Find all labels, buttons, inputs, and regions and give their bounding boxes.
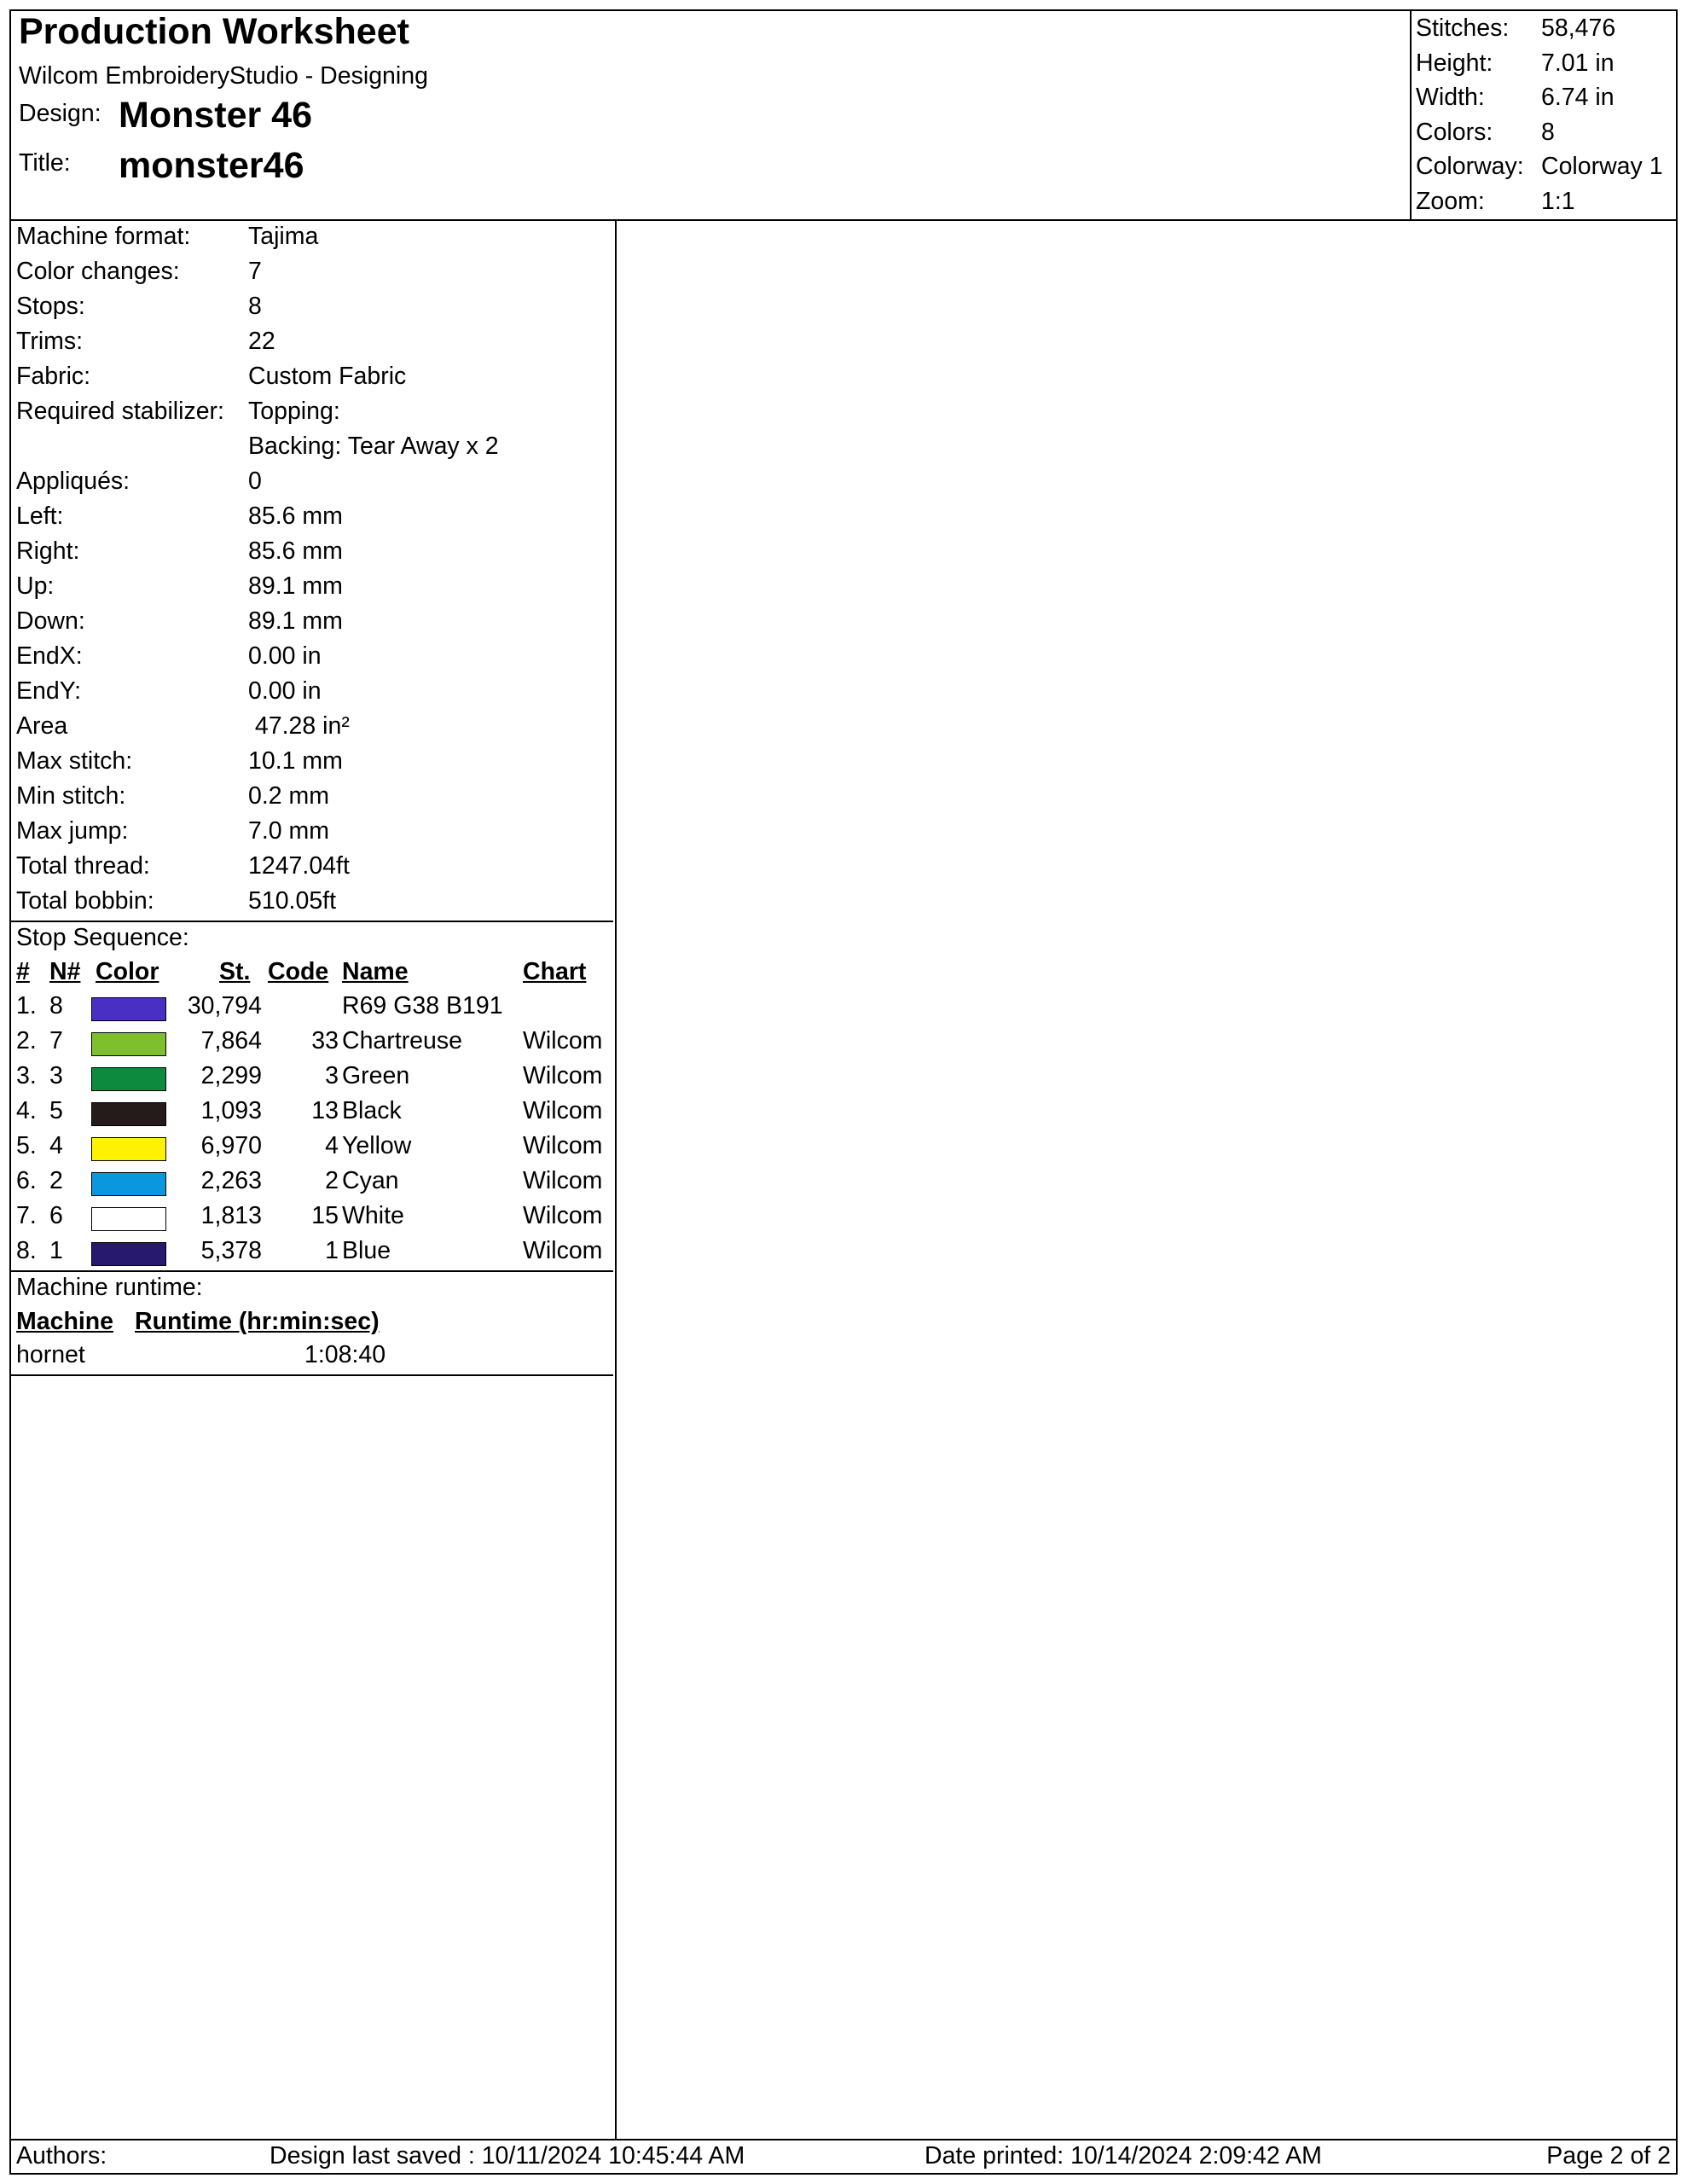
- seq-num: 4.: [16, 1097, 37, 1124]
- prop-area: Area 47.28 in²: [16, 712, 350, 740]
- seq-num: 6.: [16, 1167, 37, 1194]
- section-divider: [11, 1374, 613, 1376]
- seq-stitches: 7,864: [200, 1027, 262, 1054]
- col-header-stitches: St.: [219, 958, 251, 985]
- seq-needle: 6: [49, 1202, 63, 1229]
- seq-chart: Wilcom: [523, 1097, 603, 1124]
- footer-date-printed: Date printed: 10/14/2024 2:09:42 AM: [925, 2142, 1322, 2169]
- color-swatch: [91, 1032, 166, 1056]
- page-title: Production Worksheet: [19, 11, 409, 52]
- seq-chart: Wilcom: [523, 1237, 603, 1264]
- seq-chart: Wilcom: [523, 1132, 603, 1159]
- prop-total-bobbin: Total bobbin: 510.05ft: [16, 887, 337, 915]
- seq-name: Yellow: [342, 1132, 412, 1159]
- seq-needle: 3: [49, 1062, 63, 1089]
- prop-left: Left: 85.6 mm: [16, 502, 343, 530]
- seq-code: 2: [325, 1167, 339, 1194]
- seq-num: 7.: [16, 1202, 37, 1229]
- prop-trims: Trims: 22: [16, 328, 275, 355]
- seq-name: Green: [342, 1062, 410, 1089]
- design-label: Design:: [19, 100, 101, 127]
- seq-name: Black: [342, 1097, 402, 1124]
- color-swatch: [91, 1172, 166, 1196]
- prop-fabric: Fabric: Custom Fabric: [16, 363, 407, 390]
- seq-num: 2.: [16, 1027, 37, 1054]
- col-header-name: Name: [342, 958, 409, 985]
- runtime-value: 1:08:40: [304, 1341, 386, 1368]
- color-swatch: [91, 1242, 166, 1266]
- prop-machine-format: Machine format: Tajima: [16, 223, 319, 250]
- design-value: Monster 46: [119, 95, 313, 136]
- prop-right: Right: 85.6 mm: [16, 537, 343, 565]
- seq-code: 3: [325, 1062, 339, 1089]
- footer-authors: Authors:: [16, 2142, 107, 2169]
- prop-min-stitch: Min stitch: 0.2 mm: [16, 782, 330, 810]
- prop-required-stabilizer-backing: Backing: Tear Away x 2: [248, 433, 499, 460]
- color-swatch: [91, 1207, 166, 1231]
- color-swatch: [91, 997, 166, 1021]
- col-header-chart: Chart: [523, 958, 587, 985]
- app-name: Wilcom EmbroideryStudio - Designing: [19, 62, 428, 90]
- prop-max-stitch: Max stitch: 10.1 mm: [16, 747, 343, 775]
- prop-endy: EndY: 0.00 in: [16, 677, 322, 705]
- seq-chart: Wilcom: [523, 1027, 603, 1054]
- seq-num: 3.: [16, 1062, 37, 1089]
- runtime-machine: hornet: [16, 1341, 85, 1368]
- worksheet-header: [11, 11, 1676, 221]
- prop-up: Up: 89.1 mm: [16, 572, 343, 600]
- seq-num: 1.: [16, 992, 37, 1019]
- seq-stitches: 2,299: [200, 1062, 262, 1089]
- seq-code: 13: [311, 1097, 339, 1124]
- section-divider: [11, 1270, 613, 1272]
- seq-stitches: 1,813: [200, 1202, 262, 1229]
- seq-name: Cyan: [342, 1167, 399, 1194]
- seq-num: 5.: [16, 1132, 37, 1159]
- seq-needle: 8: [49, 992, 63, 1019]
- prop-appliques: Appliqués: 0: [16, 468, 262, 495]
- worksheet-page: [9, 9, 1678, 2175]
- seq-chart: Wilcom: [523, 1167, 603, 1194]
- section-divider: [11, 921, 613, 922]
- prop-down: Down: 89.1 mm: [16, 607, 343, 635]
- color-swatch: [91, 1067, 166, 1091]
- seq-chart: Wilcom: [523, 1062, 603, 1089]
- col-header-color: Color: [96, 958, 159, 985]
- seq-name: Blue: [342, 1237, 391, 1264]
- seq-stitches: 30,794: [187, 992, 262, 1019]
- footer-page-number: Page 2 of 2: [1546, 2142, 1671, 2169]
- seq-name: R69 G38 B191: [342, 992, 503, 1019]
- seq-needle: 5: [49, 1097, 63, 1124]
- col-header-code: Code: [268, 958, 329, 985]
- prop-required-stabilizer: Required stabilizer: Topping:: [16, 398, 340, 425]
- footer-last-saved: Design last saved : 10/11/2024 10:45:44 AM: [270, 2142, 745, 2169]
- col-header-runtime: Runtime (hr:min:sec): [135, 1308, 380, 1335]
- prop-max-jump: Max jump: 7.0 mm: [16, 817, 330, 845]
- prop-total-thread: Total thread: 1247.04ft: [16, 852, 350, 880]
- seq-stitches: 2,263: [200, 1167, 262, 1194]
- color-swatch: [91, 1102, 166, 1126]
- seq-name: Chartreuse: [342, 1027, 462, 1054]
- seq-code: 33: [311, 1027, 339, 1054]
- col-header-needle: N#: [49, 958, 81, 985]
- design-stats-panel: Stitches: 58,476 Height: 7.01 in Width: 6.74 in Colors: 8 Colorway: Colorway 1 Zoom: 1:1: [1410, 11, 1678, 219]
- prop-endx: EndX: 0.00 in: [16, 642, 322, 670]
- prop-stops: Stops: 8: [16, 293, 262, 320]
- seq-code: 4: [325, 1132, 339, 1159]
- seq-needle: 1: [49, 1237, 63, 1264]
- seq-chart: Wilcom: [523, 1202, 603, 1229]
- col-header-machine: Machine: [16, 1308, 114, 1335]
- machine-runtime-title: Machine runtime:: [16, 1274, 203, 1301]
- seq-stitches: 1,093: [200, 1097, 262, 1124]
- title-value: monster46: [119, 145, 304, 186]
- title-label: Title:: [19, 149, 71, 177]
- seq-name: White: [342, 1202, 404, 1229]
- page-footer: [11, 2139, 1676, 2175]
- seq-needle: 4: [49, 1132, 63, 1159]
- seq-stitches: 5,378: [200, 1237, 262, 1264]
- seq-code: 1: [325, 1237, 339, 1264]
- seq-needle: 7: [49, 1027, 63, 1054]
- col-header-num: #: [16, 958, 30, 985]
- seq-num: 8.: [16, 1237, 37, 1264]
- prop-color-changes: Color changes: 7: [16, 258, 262, 285]
- color-swatch: [91, 1137, 166, 1161]
- seq-code: 15: [311, 1202, 339, 1229]
- seq-needle: 2: [49, 1167, 63, 1194]
- details-column: [11, 219, 617, 2139]
- stop-sequence-title: Stop Sequence:: [16, 924, 189, 951]
- seq-stitches: 6,970: [200, 1132, 262, 1159]
